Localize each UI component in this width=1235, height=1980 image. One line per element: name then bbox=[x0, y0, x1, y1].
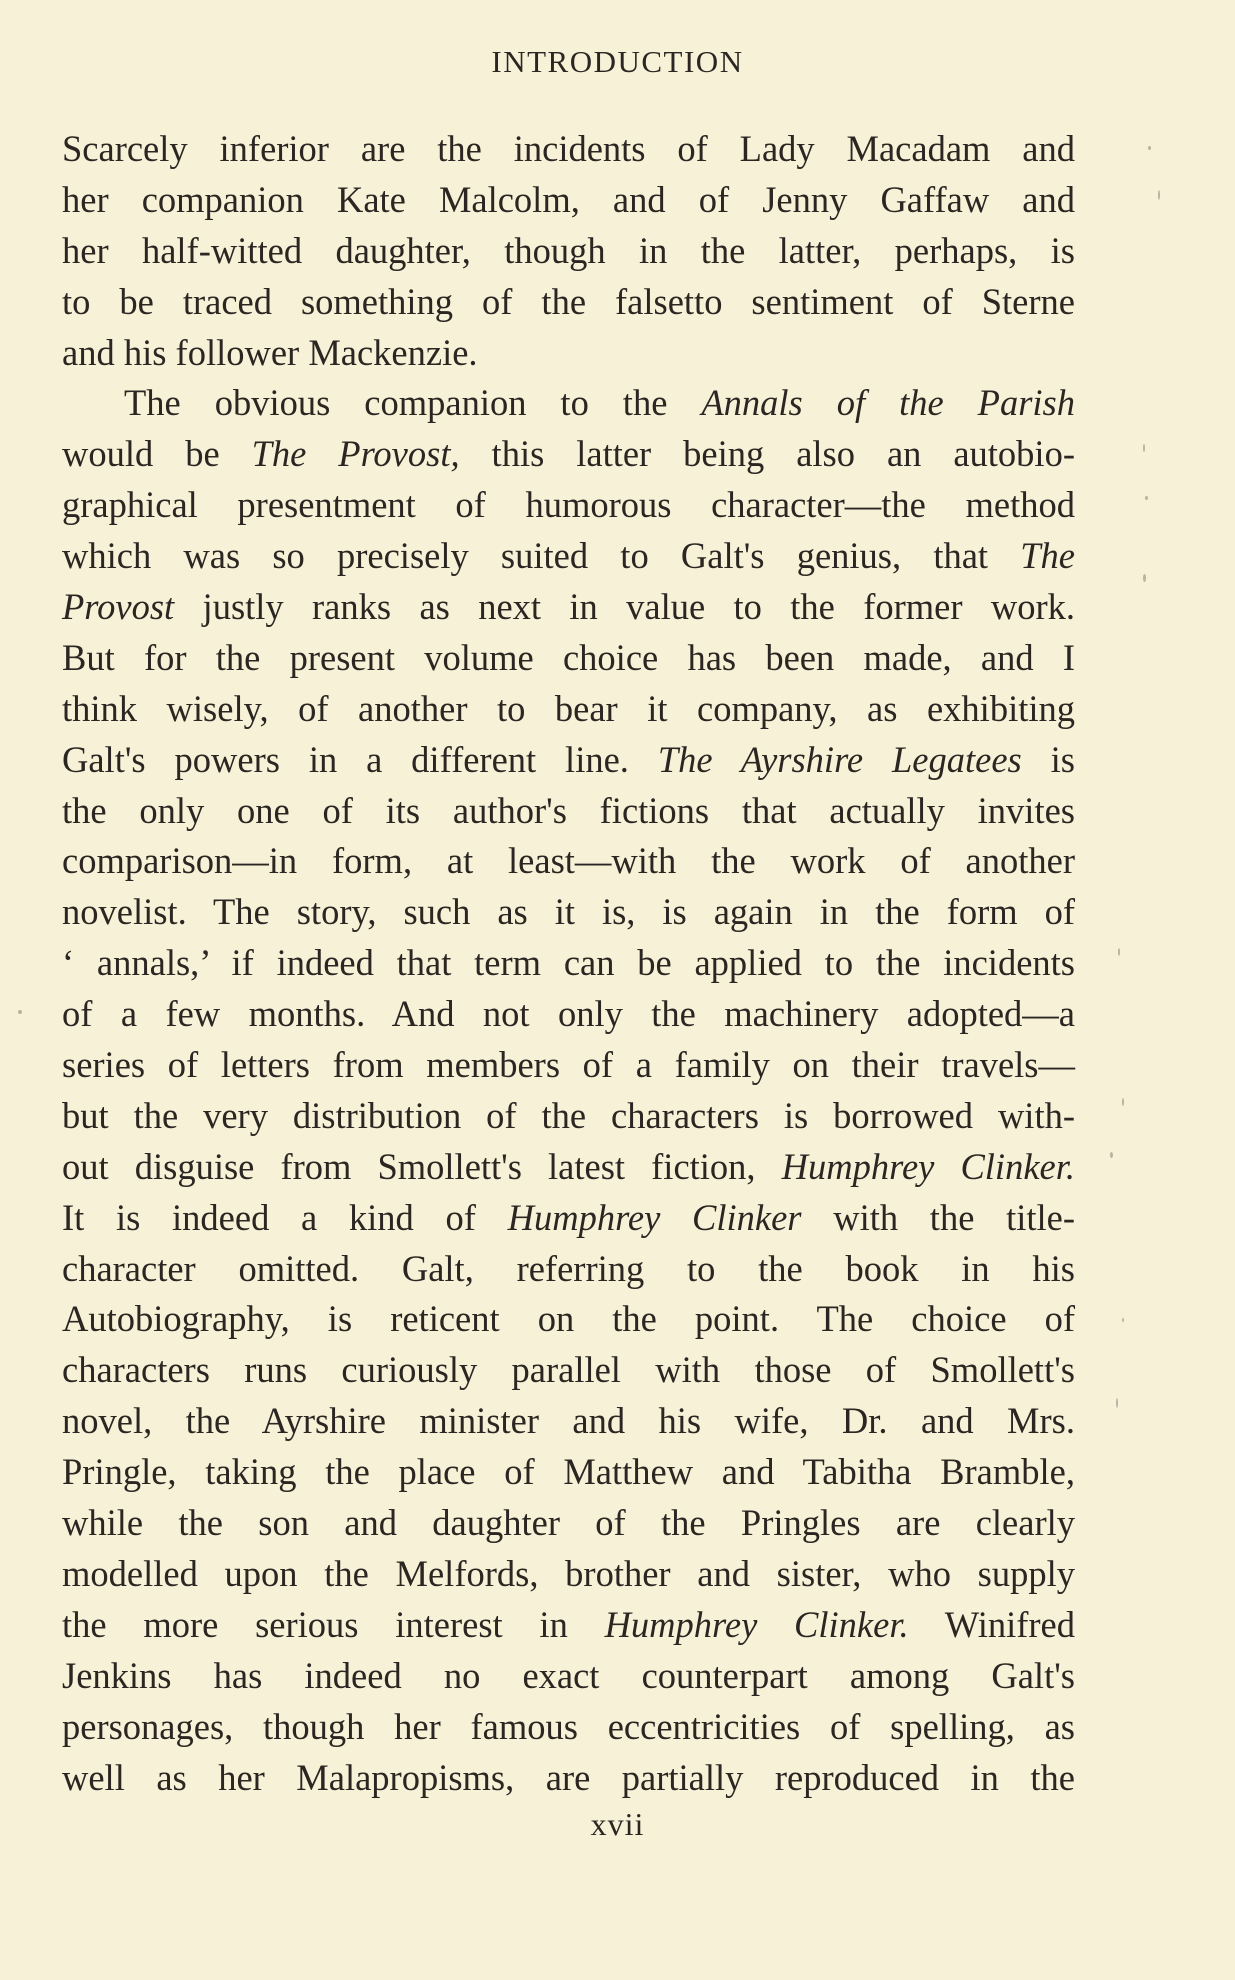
text-line: well as her Malapropisms, are partially reproduced in the bbox=[62, 1756, 1075, 1798]
text-line: which was so precisely suited to Galt's genius, that The bbox=[62, 535, 1075, 577]
text-line: novel, the Ayrshire minister and his wife, Dr. and Mrs. bbox=[62, 1400, 1075, 1442]
text-line: the more serious interest in Humphrey Clinker. Winifred bbox=[62, 1603, 1075, 1645]
text-line: the only one of its author's fictions that actually invites bbox=[62, 789, 1075, 831]
margin-speck bbox=[1118, 948, 1120, 956]
title-italic: Provost bbox=[62, 586, 175, 628]
text-line: characters runs curiously parallel with those of Smollett's bbox=[62, 1349, 1075, 1391]
title-italic: The Ayrshire Legatees bbox=[657, 738, 1022, 780]
text-line: Scarcely inferior are the incidents of Lady Macadam and bbox=[62, 128, 1075, 169]
margin-speck bbox=[1143, 444, 1145, 452]
paragraph-start-line: The obvious companion to the Annals of the Parish bbox=[124, 382, 1076, 424]
text-line: comparison—in form, at least—with the work of another bbox=[62, 840, 1075, 882]
margin-speck bbox=[1122, 1098, 1124, 1106]
text-line: while the son and daughter of the Pringles are clearly bbox=[62, 1502, 1075, 1544]
text-line: Autobiography, is reticent on the point. The choice of bbox=[62, 1298, 1075, 1340]
text-line: ‘ annals,’ if indeed that term can be applied to the incidents bbox=[62, 942, 1075, 984]
text-line: her half-witted daughter, though in the latter, perhaps, is bbox=[62, 229, 1075, 271]
text-line: Pringle, taking the place of Matthew and Tabitha Bramble, bbox=[62, 1451, 1075, 1493]
text-line: novelist. The story, such as it is, is again in the form of bbox=[62, 891, 1075, 933]
running-head: INTRODUCTION bbox=[491, 44, 744, 79]
margin-speck bbox=[1116, 1398, 1118, 1408]
margin-speck bbox=[18, 1010, 22, 1014]
margin-speck bbox=[1158, 190, 1160, 200]
title-italic: Humphrey Clinker. bbox=[781, 1145, 1076, 1187]
margin-speck bbox=[1148, 146, 1151, 150]
margin-speck bbox=[1145, 496, 1148, 500]
text-line: but the very distribution of the characters is borrowed with- bbox=[62, 1094, 1075, 1136]
text-line: think wisely, of another to bear it company, as exhibiting bbox=[62, 687, 1075, 729]
text-line: Jenkins has indeed no exact counterpart among Galt's bbox=[62, 1654, 1075, 1696]
title-italic: Humphrey Clinker bbox=[507, 1196, 802, 1238]
text-line: graphical presentment of humorous character—the method bbox=[62, 484, 1075, 526]
text-line: would be The Provost, this latter being also an autobio- bbox=[62, 433, 1075, 475]
text-line: and his follower Mackenzie. bbox=[62, 331, 478, 373]
text-line: out disguise from Smollett's latest fiction, Humphrey Clinker. bbox=[62, 1145, 1076, 1187]
text-line: personages, though her famous eccentricities of spelling, as bbox=[62, 1705, 1075, 1747]
text-line: character omitted. Galt, referring to the book in his bbox=[62, 1247, 1075, 1289]
body-text bbox=[62, 124, 1075, 1803]
text-line: It is indeed a kind of Humphrey Clinker with the title- bbox=[62, 1196, 1076, 1238]
text-line: series of letters from members of a family on their travels— bbox=[62, 1044, 1075, 1086]
text-line: Provost justly ranks as next in value to the former work. bbox=[62, 586, 1075, 628]
margin-speck bbox=[1143, 574, 1146, 582]
page-number: xvii bbox=[590, 1806, 645, 1842]
text-line: Galt's powers in a different line. The Ayrshire Legatees is bbox=[62, 738, 1075, 780]
title-italic: The bbox=[1020, 535, 1075, 577]
text-line: her companion Kate Malcolm, and of Jenny Gaffaw and bbox=[62, 178, 1075, 220]
title-italic: Annals of the Parish bbox=[701, 382, 1076, 424]
text-line: modelled upon the Melfords, brother and sister, who supply bbox=[62, 1552, 1075, 1594]
margin-speck bbox=[1122, 1318, 1124, 1322]
text-line: But for the present volume choice has been made, and I bbox=[62, 636, 1075, 678]
text-line: of a few months. And not only the machinery adopted—a bbox=[62, 993, 1075, 1035]
text-line: to be traced something of the falsetto sentiment of Sterne bbox=[62, 280, 1075, 322]
margin-speck bbox=[1110, 1152, 1113, 1158]
title-italic: The Provost, bbox=[251, 433, 460, 475]
title-italic: Humphrey Clinker. bbox=[604, 1603, 909, 1645]
